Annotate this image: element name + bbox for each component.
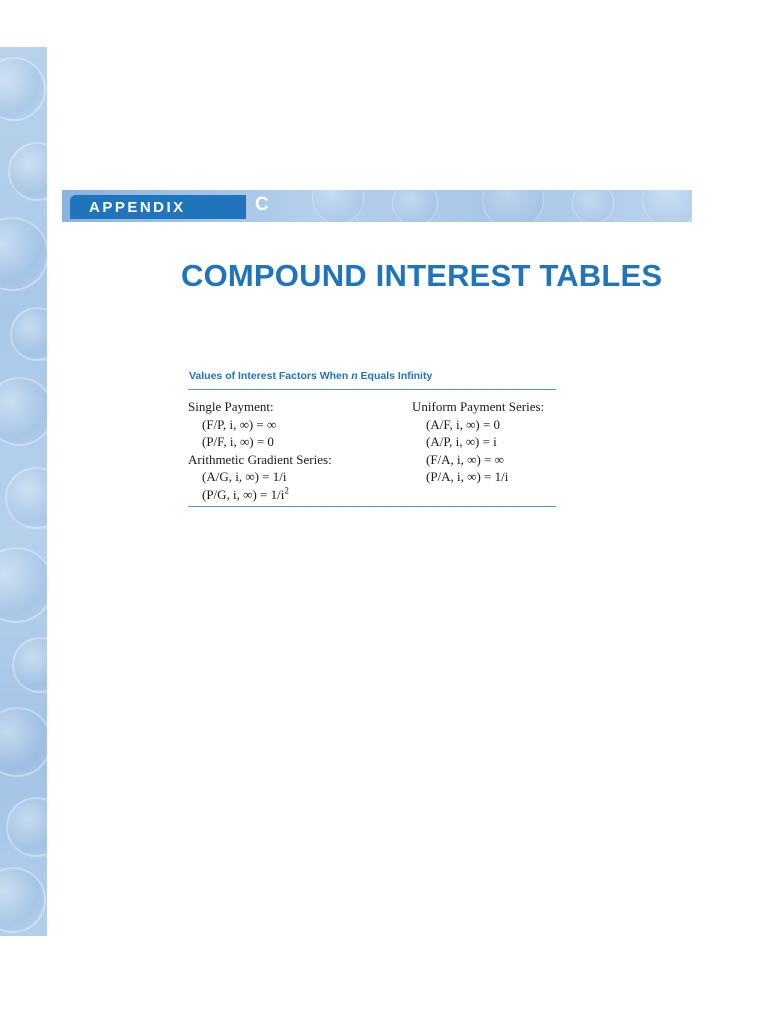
row-text: Single Payment: (188, 399, 274, 414)
formula-row (188, 416, 332, 434)
row-text: Arithmetic Gradient Series: (188, 451, 332, 467)
formula-row (412, 468, 544, 486)
row-text: (P/A, i, ∞) = 1/i (426, 469, 509, 484)
formula-row (188, 433, 332, 451)
formula-row (412, 416, 544, 434)
appendix-letter: C (255, 194, 269, 215)
row-text: (P/F, i, ∞) = 0 (202, 434, 274, 449)
formula-row (188, 486, 332, 504)
table-top-rule (188, 389, 556, 390)
caption-text-end: Equals Infinity (357, 370, 433, 382)
coin-decoration-strip (0, 47, 47, 936)
row-text: Uniform Payment Series: (412, 399, 545, 414)
caption-text-start: Values of Interest Factors When (189, 370, 352, 382)
section-heading (188, 398, 332, 416)
appendix-label-box (70, 195, 246, 219)
table-right-column (412, 398, 544, 486)
row-text: (F/P, i, ∞) = ∞ (202, 416, 277, 432)
page-title: COMPOUND INTEREST TABLES (181, 258, 663, 293)
appendix-banner (62, 190, 692, 222)
row-text: (A/G, i, ∞) = 1/i (202, 469, 287, 484)
formula-row (188, 468, 332, 486)
row-text: (P/G, i, ∞) = 1/i (202, 486, 285, 502)
row-text: (A/F, i, ∞) = 0 (426, 416, 501, 432)
section-heading (412, 398, 544, 416)
table-caption (189, 370, 432, 382)
caption-variable: n (351, 370, 358, 382)
row-text: (F/A, i, ∞) = ∞ (426, 451, 504, 467)
appendix-word: APPENDIX (89, 198, 186, 216)
table-left-column (188, 398, 332, 503)
table-bottom-rule (188, 506, 556, 507)
section-heading (188, 451, 332, 469)
row-text: (A/P, i, ∞) = i (426, 434, 497, 449)
formula-row (412, 433, 544, 451)
formula-row (412, 451, 544, 469)
exponent: 2 (284, 485, 289, 496)
